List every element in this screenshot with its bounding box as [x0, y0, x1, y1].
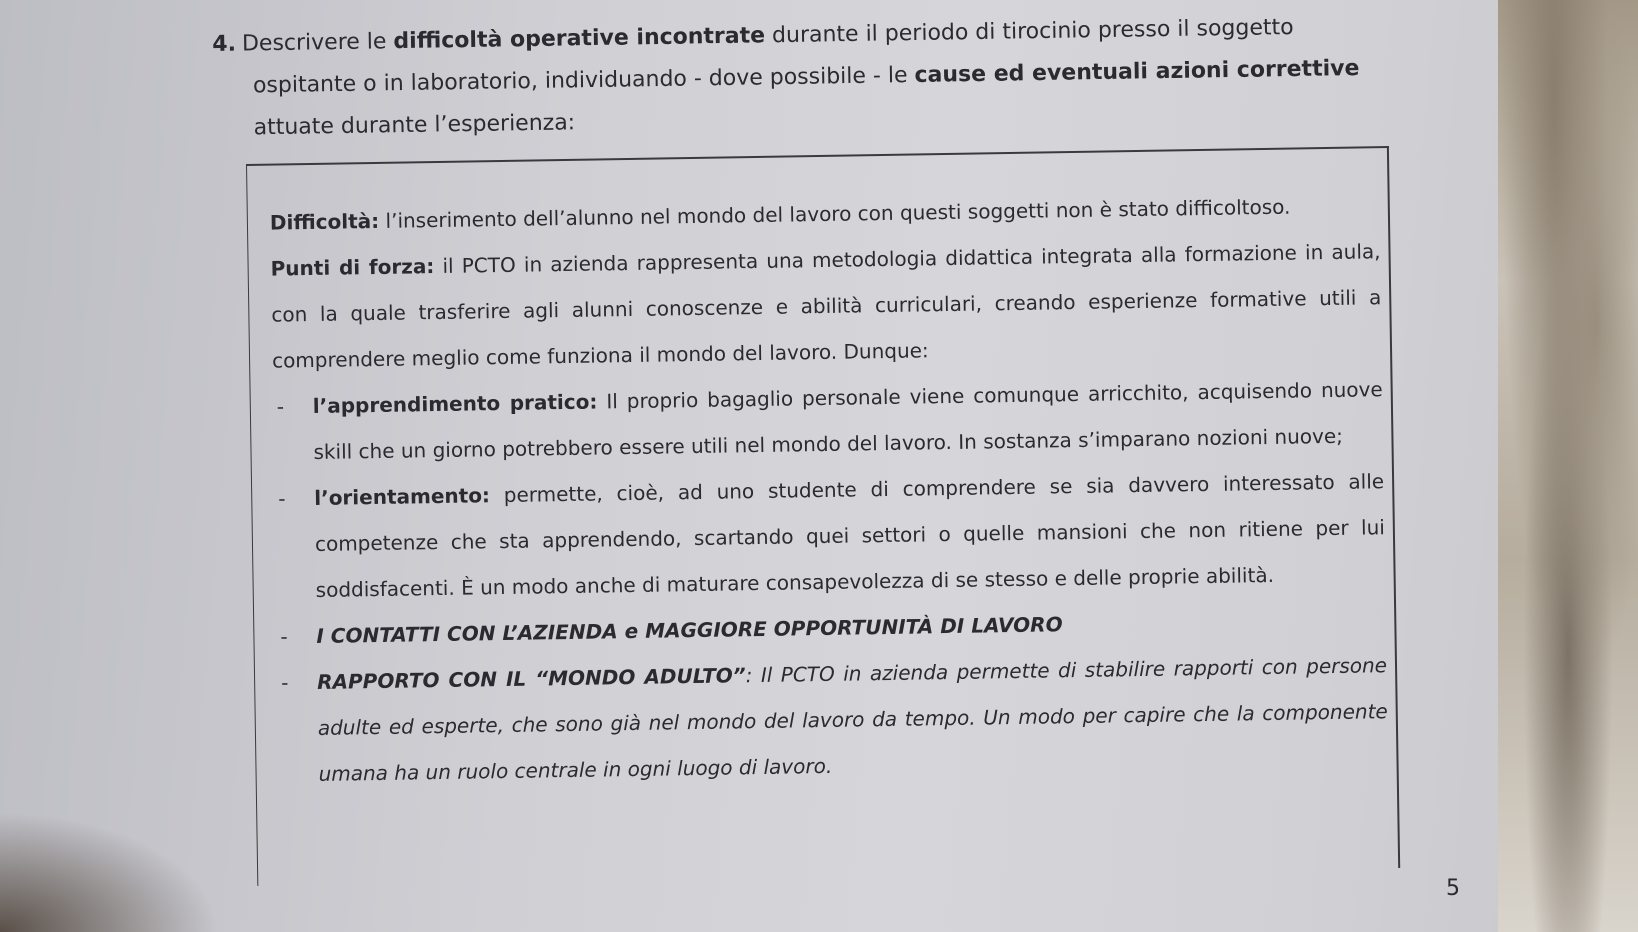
question-emphasis: cause ed eventuali azioni correttive — [914, 55, 1360, 88]
bullet-text: permette, cioè, ad uno studente di comprendere se sia davvero interessato alle competenze che sta apprendendo, scartando quei settori o quelle mansioni che non ritiene per lui soddisfacenti. È un modo anche di maturare consapevolezza di se stesso e delle proprie abilità. — [314, 469, 1386, 602]
answer-text — [270, 182, 1389, 797]
page-number: 5 — [1446, 876, 1460, 901]
background-surface — [1498, 0, 1638, 932]
bullet-label: l’apprendimento pratico: — [312, 389, 598, 418]
bullet-label: RAPPORTO CON IL “MONDO ADULTO” — [316, 663, 746, 694]
shadow — [0, 812, 220, 932]
bullet-dash: - — [278, 486, 286, 511]
question-text-part: Descrivere le — [241, 29, 394, 57]
bullet-text: Il proprio bagaglio personale viene comunque arricchito, acquisendo nuove skill che un giorno potrebbero essere utili nel mondo del lavoro. In sostanza s’imparano nozioni nuove; — [313, 377, 1383, 464]
answer-box — [246, 146, 1400, 886]
difficolta-label: Difficoltà: — [269, 208, 380, 235]
forza-text: il PCTO in azienda rappresenta una metodologia didattica integrata alla formazione in aula, con la quale trasferire agli alunni conoscenze e abilità curriculari, creando esperienze formative utili a comprendere meglio come funziona il mondo del lavoro. Dunque: — [271, 239, 1382, 373]
question-text-part: ospitante o in laboratorio, individuando - dove possibile - le — [252, 62, 915, 99]
bullet-dash: - — [280, 670, 289, 695]
bullet-rapporto — [277, 642, 1389, 797]
question-number: 4. — [212, 31, 237, 57]
bullet-dash: - — [280, 624, 288, 649]
question-emphasis: difficoltà operative incontrate — [393, 23, 766, 55]
question-text-part: durante il periodo di tirocinio presso il soggetto — [764, 15, 1294, 49]
bullet-dash: - — [276, 394, 285, 419]
bullet-label: I CONTATTI CON L’AZIENDA e MAGGIORE OPPORTUNITÀ DI LAVORO — [316, 612, 1063, 648]
bullet-apprendimento — [272, 366, 1383, 475]
paragraph-punti-di-forza — [270, 228, 1382, 383]
question-heading — [212, 6, 1374, 150]
bullet-orientamento — [274, 458, 1386, 613]
question-text-part: attuate durante l’esperienza: — [253, 110, 576, 141]
bullet-label: l’orientamento: — [314, 483, 491, 510]
difficolta-text: l’inserimento dell’alunno nel mondo del lavoro con questi soggetti non è stato difficoltoso. — [379, 194, 1291, 233]
bullet-text: : Il PCTO in azienda permette di stabilire rapporti con persone adulte ed esperte, che sono già nel mondo del lavoro da tempo. Un modo per capire che la componente umana ha un ruolo centrale in ogni luogo di lavoro. — [317, 653, 1388, 786]
forza-label: Punti di forza: — [270, 254, 435, 281]
